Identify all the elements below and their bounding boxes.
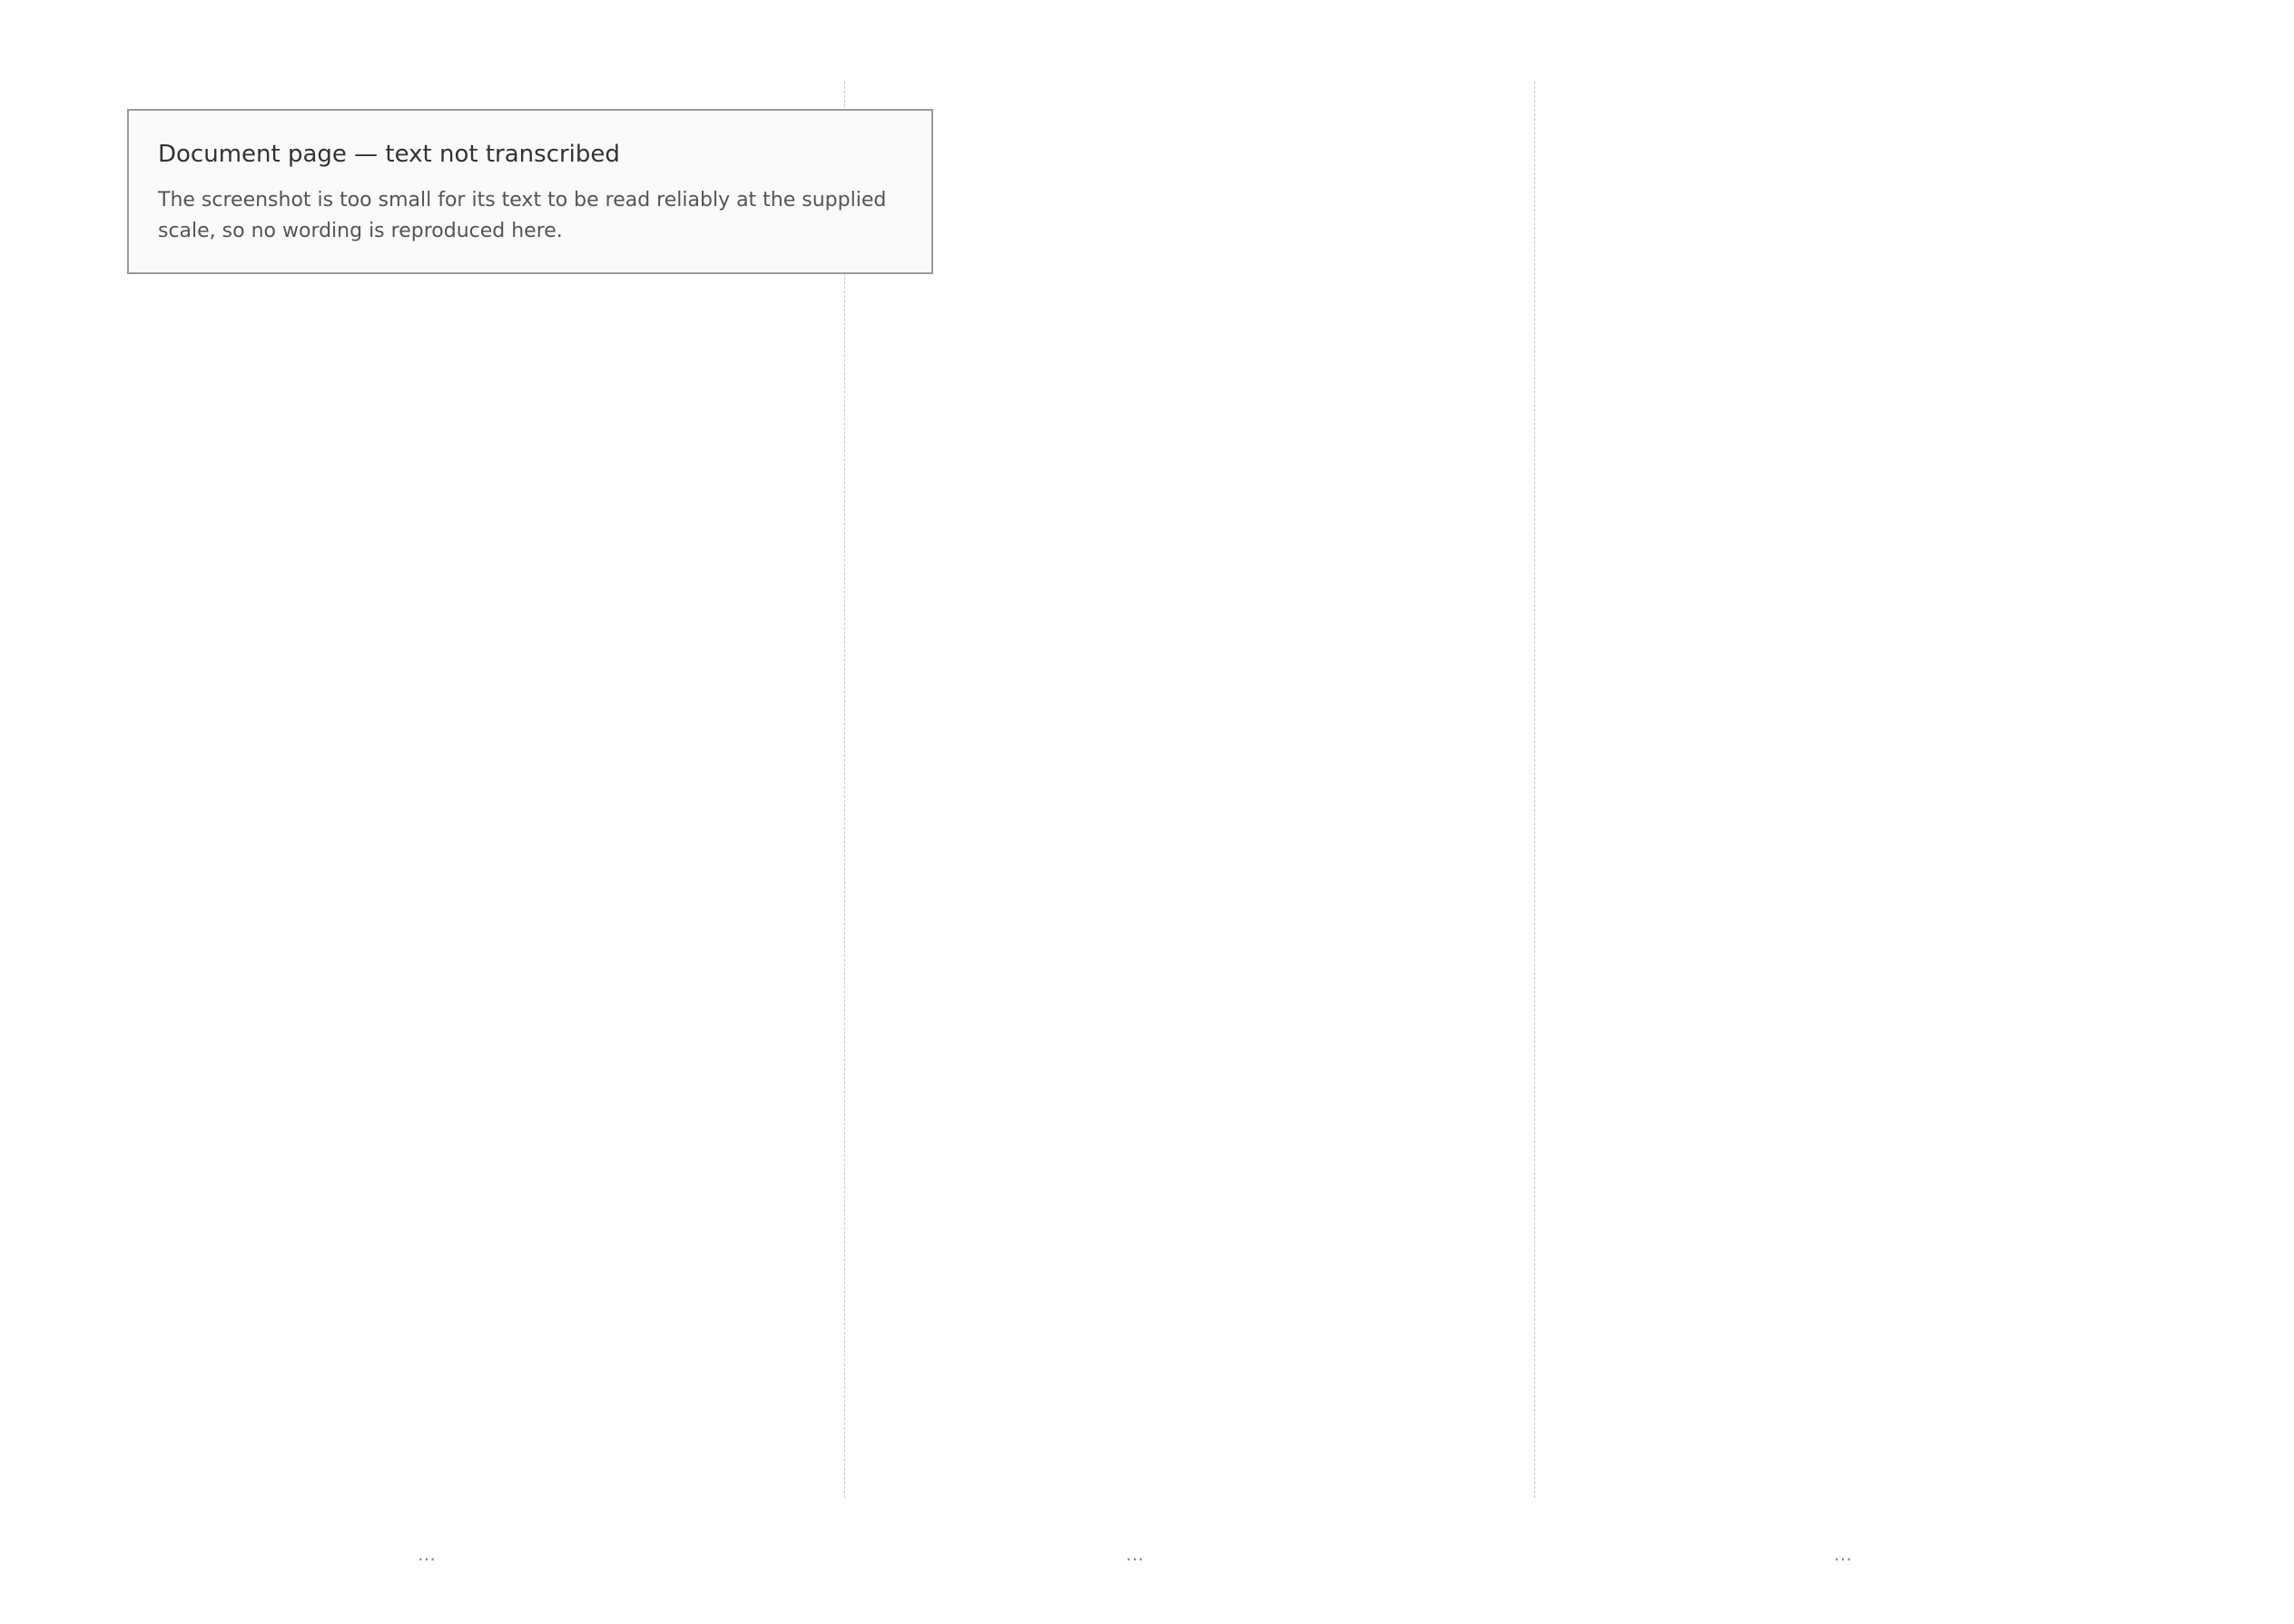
column-divider xyxy=(1534,82,1535,1498)
footer-middle: … xyxy=(1126,1543,1144,1565)
notice-title: Document page — text not transcribed xyxy=(158,141,620,168)
footer-left: … xyxy=(418,1543,436,1565)
page-footer xyxy=(0,1543,2294,1580)
transcription-notice xyxy=(127,109,933,274)
footer-right: … xyxy=(1834,1543,1852,1565)
column-divider xyxy=(844,82,845,1498)
notice-body: The screenshot is too small for its text to be read reliably at the supplied scale, so no wording is reproduced here. xyxy=(158,189,887,243)
